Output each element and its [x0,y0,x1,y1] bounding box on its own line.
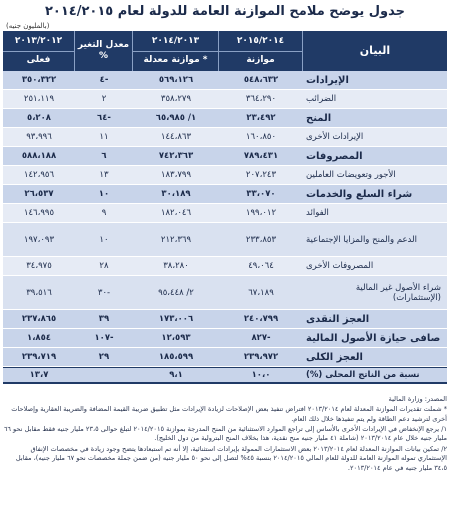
header-change: معدل التغير % [75,31,133,71]
cell-budget-1415: ٣٦٤،٢٩٠ [245,94,277,104]
header-item: البيان [303,31,447,71]
cell-revised-1314: ١٨٢،٠٤٦ [160,208,192,218]
cell-actual-1213: ٢٣٧،٨٦٥ [21,314,57,324]
cell-actual-1213: ١٤٦،٩٩٥ [23,208,55,218]
header-fy1213 [3,31,75,71]
table-row [3,166,447,185]
table-row [3,348,447,367]
cell-budget-1415: ٢٣٣،٨٥٣ [245,234,277,245]
cell-budget-1415: ٢٤٠،٧٩٩ [243,314,279,324]
cell-change: ٢٨ [99,261,109,271]
cell-change [75,368,133,382]
cell-item-label: المصروفات [306,150,363,162]
header-fy1213-year: ٢٠١٣/٢٠١٢ [3,36,74,51]
footnote: * شملت تقديرات الموازنة المعدلة لعام ٢٠١٣/٢٠١٤ افتراض تنفيذ بعض الإصلاحات لزيادة الإيرادات مثل تطبيق ضريبة القيمة المضافة والضريبة العقارية وإصلاحات أخرى لترشيد دعم الطاقة ولم يتم تنفيذها خلال ذلك العام. [11,405,447,423]
table-row [3,204,447,223]
footnote: ٢/ تمكين بيانات الموازنة المعدلة لعام ٢٠١٣/٢٠١٤ بعض الاستثمارات الممولة بإيرادات استثنائية، إلا أنه تم استبعادها يتضح وجود زيادة في مخصصات الإنفاق الإستثماري تموله الموازنة العامة للدولة للعام المالي ٢٠١٤/٢٠١٥ بنسبة ٤٥% لتصل إلى نحو ٥٠ مليار جنيه (من ضمن جملة مخصصات نحو ٦٧ مليار جنيه)، مقابل ٣٤،٥ مليار جنيه في عام ٢٠١٣/٢٠١٤. [15,444,447,472]
table-row [3,128,447,147]
cell-revised-1314: ١٤٤،٨٦٣ [160,132,192,142]
cell-actual-1213: ٢٥١،١١٩ [23,94,55,104]
table-row [3,276,447,310]
header-fy1415 [219,31,303,71]
cell-item-label: نسبة من الناتج المحلى (%) [306,370,420,380]
cell-budget-1415: ٢٣٩،٩٧٢ [243,352,279,362]
cell-budget-1415: ١٠،٠ [251,370,271,380]
cell-item-label: العجز الكلى [306,351,363,363]
cell-budget-1415: ٨٢٧- [251,333,271,343]
cell-change: ٩ [101,208,107,218]
cell-item-label: الإيرادات الأخرى [306,132,364,142]
cell-item-label: صافى حيازة الأصول المالية [306,332,441,344]
table-row [3,147,447,166]
header-fy1415-sub: موازنة [246,54,275,65]
table-row [3,329,447,348]
cell-change: ١٠ [99,234,109,245]
cell-revised-1314: ٩،١ [169,370,183,380]
cell-revised-1314: ١٨٣،٧٩٩ [160,170,192,180]
cell-change: ٦٤- [97,113,111,123]
header-fy1415-year: ٢٠١٥/٢٠١٤ [219,36,302,51]
cell-budget-1415: ٤٩،٠٦٤ [248,261,274,271]
table-row [3,223,447,257]
table-row [3,257,447,276]
cell-change: ٢ [101,94,107,104]
cell-revised-1314: ٢١٢،٣٦٩ [160,234,192,245]
table-row [3,367,447,384]
cell-change: ٣٠- [97,287,111,298]
cell-budget-1415: ٢٠٧،٢٤٣ [245,170,277,180]
budget-table [3,31,447,384]
footnotes [3,395,447,474]
cell-item-label: الإيرادات [306,74,349,86]
header-fy1213-sub: فعلى [26,54,51,65]
cell-revised-1314: ٣٠،١٨٩ [161,189,191,199]
page-title: جدول يوضح ملامح الموازنة العامة للدولة لعام ٢٠١٤/٢٠١٥ [44,4,406,19]
cell-actual-1213: ٥،٢٠٨ [27,113,51,123]
cell-item-label: العجز النقدى [306,313,370,325]
cell-item-label: المنح [306,112,332,124]
cell-change: ٣٩ [98,314,110,324]
table-row [3,71,447,90]
table-body [3,71,447,384]
cell-revised-1314: ١/ ٦٥،٩٨٥ [155,113,197,123]
cell-revised-1314: ٧٤٢،٣٦٣ [158,151,194,161]
cell-actual-1213: ٣٩،٥١٦ [26,287,52,298]
cell-revised-1314: ٣٥٨،٢٧٩ [160,94,192,104]
cell-actual-1213: ١٤٢،٩٥٦ [23,170,55,180]
header-fy1314-year: ٢٠١٤/٢٠١٣ [133,36,218,51]
table-row [3,90,447,109]
cell-budget-1415: ٢٣،٤٩٢ [246,113,276,123]
cell-actual-1213: ١٣،٧ [29,370,49,380]
cell-budget-1415: ١٩٩،٠١٢ [245,208,277,218]
cell-change: ٢٩ [98,352,110,362]
cell-item-label: الفوائد [306,208,329,218]
cell-revised-1314: ٥٦٩،١٢٦ [158,75,194,85]
cell-item-label: الدعم والمنح والمزايا الإجتماعية [306,234,417,245]
cell-revised-1314: ٢/ ٩٥،٤٤٨ [158,287,194,298]
cell-revised-1314: ٣٨،٢٨٠ [163,261,189,271]
header-fy1314-sub: موازنة معدلة * [143,54,208,65]
cell-item-label: الأجور وتعويضات العاملين [306,170,396,180]
cell-budget-1415: ٣٣،٠٧٠ [246,189,276,199]
cell-budget-1415: ٧٨٩،٤٣١ [243,151,279,161]
cell-item-label: المصروفات الأخرى [306,261,374,271]
footnote: ١/ يرجع الإنخفاض في الإيرادات الأخرى بالأساس إلى تراجع الموارد الاستثنائية من المنح المدرجة بموازنة ٢٠١٤/٢٠١٥ لتبلغ حوالى ٢٣،٥ مليار جنيه فقط مقابل نحو ٦٦ مليار جنيه خلال عام ٢٠١٣/٢٠١٤ (شاملة ٤١ مليار جنيه منح نقدية، هذا بخلاف المنح البترولية من دول الخليج). [3,425,447,443]
cell-item-label: شراء الأصول غير المالية (الإستثمارات) [355,282,441,303]
cell-actual-1213: ٥٨٨،١٨٨ [21,151,57,161]
cell-actual-1213: ١٩٧،٠٩٣ [23,234,55,245]
cell-actual-1213: ٢٣٩،٧١٩ [21,352,57,362]
cell-change: ١٣ [99,170,109,180]
cell-change: ٤- [99,75,109,85]
cell-change: ٦ [101,151,107,161]
cell-revised-1314: ١٨٥،٥٩٩ [158,352,194,362]
cell-revised-1314: ١٢،٥٩٣ [161,333,191,343]
table-row [3,310,447,329]
cell-budget-1415: ٥٤٨،٦٣٢ [243,75,279,85]
cell-actual-1213: ٩٣،٩٩٦ [26,132,52,142]
cell-revised-1314: ١٧٣،٠٠٦ [158,314,194,324]
table-row [3,185,447,204]
cell-budget-1415: ٦٧،١٨٩ [248,287,274,298]
cell-actual-1213: ٢٦،٥٣٧ [24,189,54,199]
cell-item-label: الضرائب [306,94,337,104]
cell-change: ١١ [99,132,109,142]
cell-item-label: شراء السلع والخدمات [306,188,413,200]
cell-actual-1213: ١،٨٥٤ [27,333,51,343]
table-header [3,31,447,71]
footnote: المصدر: وزارة المالية [388,395,447,403]
table-row [3,109,447,128]
cell-actual-1213: ٣٥٠،٣٢٢ [21,75,57,85]
cell-change: ١٠٧- [94,333,114,343]
cell-actual-1213: ٣٤،٩٧٥ [26,261,52,271]
cell-change: ١٠ [98,189,110,199]
cell-budget-1415: ١٦٠،٨٥٠ [245,132,277,142]
unit-label: (بالمليون جنيه) [6,22,50,30]
header-fy1314 [133,31,219,71]
